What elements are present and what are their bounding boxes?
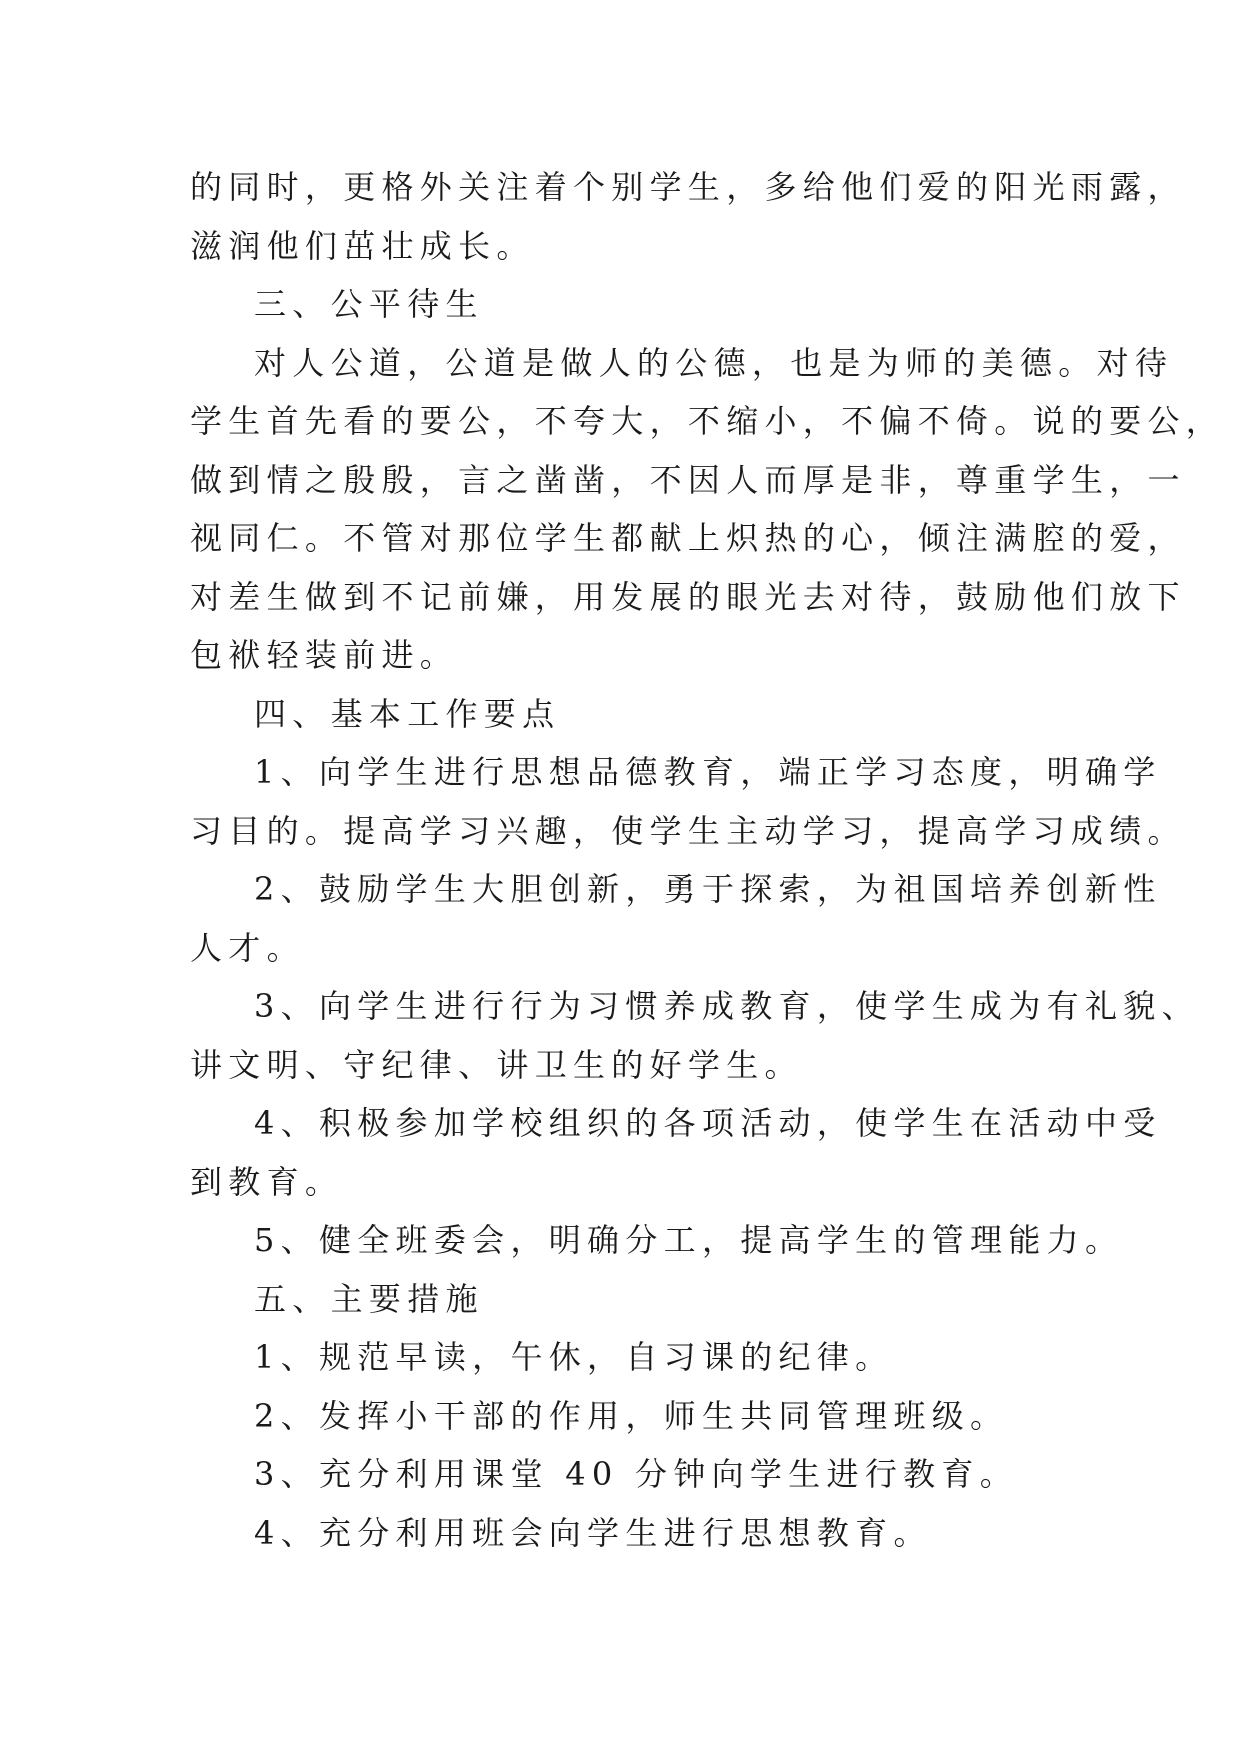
list-item-4-3: 3、向学生进行行为习惯养成教育，使学生成为有礼貌、 — [254, 987, 1200, 1025]
list-item-4-5: 5、健全班委会，明确分工，提高学生的管理能力。 — [254, 1221, 1124, 1259]
list-item-5-3: 3、充分利用课堂 40 分钟向学生进行教育。 — [254, 1455, 1019, 1493]
section-heading-4: 四、基本工作要点 — [254, 694, 561, 733]
text-line-1: 的同时，更格外关注着个别学生，多给他们爱的阳光雨露， — [190, 168, 1186, 206]
section-heading-5: 五、主要措施 — [254, 1279, 484, 1318]
document-page — [190, 158, 1225, 1562]
text-line-8: 对差生做到不记前嫌，用发展的眼光去对待，鼓励他们放下 — [190, 577, 1186, 616]
list-item-4-4-cont: 到教育。 — [190, 1162, 344, 1201]
list-item-4-2: 2、鼓励学生大胆创新，勇于探索，为祖国培养创新性 — [254, 870, 1162, 908]
text-line-6: 做到情之殷殷，言之凿凿，不因人而厚是非，尊重学生，一 — [190, 460, 1186, 499]
text-line-2: 滋润他们茁壮成长。 — [190, 226, 535, 265]
list-item-5-1: 1、规范早读，午休，自习课的纪律。 — [254, 1338, 894, 1376]
section-heading-3: 三、公平待生 — [254, 285, 484, 323]
list-item-4-1-cont: 习目的。提高学习兴趣，使学生主动学习，提高学习成绩。 — [190, 811, 1186, 850]
list-item-4-2-cont: 人才。 — [190, 928, 305, 967]
text-line-5: 学生首先看的要公，不夸大，不缩小，不偏不倚。说的要公， — [190, 402, 1225, 440]
list-item-4-1: 1、向学生进行思想品德教育，端正学习态度，明确学 — [254, 753, 1162, 791]
list-item-4-3-cont: 讲文明、守纪律、讲卫生的好学生。 — [190, 1045, 803, 1084]
text-line-4: 对人公道，公道是做人的公德，也是为师的美德。对待 — [254, 343, 1174, 382]
text-line-7: 视同仁。不管对那位学生都献上炽热的心，倾注满腔的爱， — [190, 519, 1186, 557]
list-item-4-4: 4、积极参加学校组织的各项活动，使学生在活动中受 — [254, 1104, 1162, 1142]
text-line-9: 包袱轻装前进。 — [190, 636, 459, 674]
list-item-5-2: 2、发挥小干部的作用，师生共同管理班级。 — [254, 1396, 1009, 1435]
list-item-5-4: 4、充分利用班会向学生进行思想教育。 — [254, 1513, 932, 1552]
